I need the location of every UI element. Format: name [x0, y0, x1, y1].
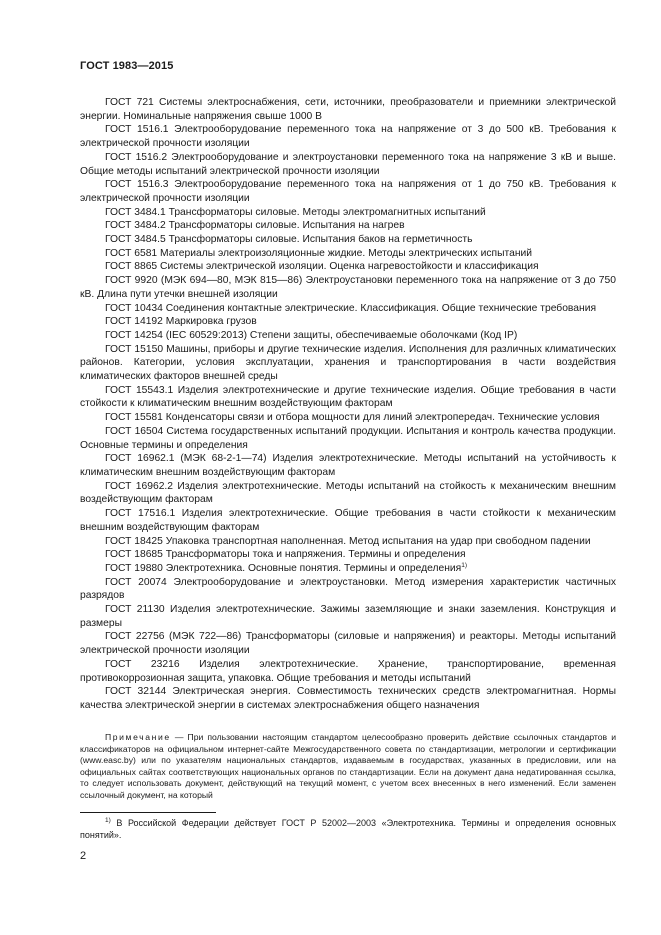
page-number: 2 [80, 850, 87, 862]
reference-item: ГОСТ 16962.1 (МЭК 68-2-1—74) Изделия электротехнические. Методы испытаний на устойчивость к климатическим внешним воздействующим факторам [80, 453, 616, 478]
reference-item: ГОСТ 1516.3 Электрооборудование переменного тока на напряжения от 1 до 750 кВ. Требования к электрической прочности изоляции [80, 179, 616, 204]
reference-item: ГОСТ 21130 Изделия электротехнические. Зажимы заземляющие и знаки заземления. Конструкция и размеры [80, 604, 616, 629]
reference-item: ГОСТ 17516.1 Изделия электротехнические. Общие требования в части стойкости к механическим внешним воздействующим факторам [80, 508, 616, 533]
reference-item: ГОСТ 23216 Изделия электротехнические. Хранение, транспортирование, временная противокоррозионная защита, упаковка. Общие требования и методы испытаний [80, 658, 616, 684]
reference-item: ГОСТ 14254 (IEC 60529:2013) Степени защиты, обеспечиваемые оболочками (Код IP) [105, 329, 518, 341]
reference-item: ГОСТ 1516.1 Электрооборудование переменного тока на напряжение от 3 до 500 кВ. Требования к электрической прочности изоляции [80, 124, 616, 150]
note-text: При пользовании настоящим стандартом целесообразно проверить действие ссылочных стандартов и классификаторов на официальном интернет-сайте Межгосударственного совета по стандартизации, метрологии и сертификации (www.easc.by) или по указателям национальных стандартов, издаваемым в государствах, указанных в предисловии, или на официальных сайтах соответствующих национальных органов по стандартизации. Если на документ дана недатированная ссылка, то следует использовать документ, действующий на текущий момент, с учетом всех внесенных в него изменений. Если заменен ссылочный документ, на который [80, 732, 617, 800]
reference-item: ГОСТ 22756 (МЭК 722—86) Трансформаторы (силовые и напряжения) и реакторы. Методы испытаний электрической прочности изоляции [80, 631, 616, 657]
note-dash: — [170, 732, 188, 742]
reference-item: ГОСТ 3484.5 Трансформаторы силовые. Испытания баков на герметичность [105, 234, 473, 246]
reference-item: ГОСТ 3484.2 Трансформаторы силовые. Испытания на нагрев [105, 220, 405, 232]
reference-item: ГОСТ 8865 Системы электрической изоляции. Оценка нагревостойкости и классификация [105, 261, 539, 273]
reference-item: ГОСТ 16962.2 Изделия электротехнические. Методы испытаний на стойкость к механическим внешним воздействующим факторам [80, 480, 616, 506]
reference-item: ГОСТ 3484.1 Трансформаторы силовые. Методы электромагнитных испытаний [105, 206, 486, 218]
reference-item: ГОСТ 32144 Электрическая энергия. Совместимость технических средств электромагнитная. Нормы качества электрической энергии в системах электроснабжения общего назначения [80, 686, 616, 711]
reference-item: ГОСТ 6581 Материалы электроизоляционные жидкие. Методы электрических испытаний [105, 247, 533, 259]
reference-item: ГОСТ 15543.1 Изделия электротехнические и другие технические изделия. Общие требования в части стойкости к климатическим внешним воздействующим факторам [80, 384, 616, 410]
footnote-text: В Российской Федерации действует ГОСТ Р 52002—2003 «Электротехника. Термины и определения основных понятий». [80, 818, 616, 840]
reference-item: ГОСТ 18425 Упаковка транспортная наполненная. Метод испытания на удар при свободном падении [105, 535, 591, 547]
footnote-separator [80, 812, 216, 813]
reference-item: ГОСТ 20074 Электрооборудование и электроустановки. Метод измерения характеристик частичных разрядов [80, 576, 616, 602]
normative-references-list [80, 96, 616, 713]
footnote-reference-mark[interactable]: 1) [461, 561, 468, 569]
reference-item: ГОСТ 16504 Система государственных испытаний продукции. Испытания и контроль качества продукции. Основные термины и определения [80, 425, 616, 451]
document-header: ГОСТ 1983—2015 [80, 60, 174, 72]
footnote [80, 817, 616, 841]
reference-item: ГОСТ 1516.2 Электрооборудование и электроустановки переменного тока на напряжение 3 кВ и выше. Общие методы испытаний электрической прочности изоляции [80, 151, 616, 177]
note-label: Примечание [105, 732, 171, 742]
note-paragraph [80, 732, 616, 802]
reference-item: ГОСТ 15150 Машины, приборы и другие технические изделия. Исполнения для различных климатических районов. Категории, условия эксплуатации, хранения и транспортирования в части воздействия климатических факторов внешней среды [80, 343, 616, 383]
footnote-marker: 1) [105, 817, 111, 824]
reference-item-with-footnote [80, 562, 616, 576]
reference-item: ГОСТ 15581 Конденсаторы связи и отбора мощности для линий электропередач. Технические условия [105, 412, 600, 424]
reference-item: ГОСТ 10434 Соединения контактные электрические. Классификация. Общие технические требования [105, 302, 597, 314]
reference-item: ГОСТ 18685 Трансформаторы тока и напряжения. Термины и определения [105, 549, 466, 561]
reference-item: ГОСТ 14192 Маркировка грузов [105, 316, 257, 328]
reference-item: ГОСТ 9920 (МЭК 694—80, МЭК 815—86) Электроустановки переменного тока на напряжение от 3 до 750 кВ. Длина пути утечки внешней изоляции [80, 275, 616, 300]
reference-text: ГОСТ 19880 Электротехника. Основные понятия. Термины и определения [105, 562, 462, 574]
reference-item: ГОСТ 721 Системы электроснабжения, сети, источники, преобразователи и приемники электрической энергии. Номинальные напряжения свыше 1000 В [80, 97, 616, 122]
